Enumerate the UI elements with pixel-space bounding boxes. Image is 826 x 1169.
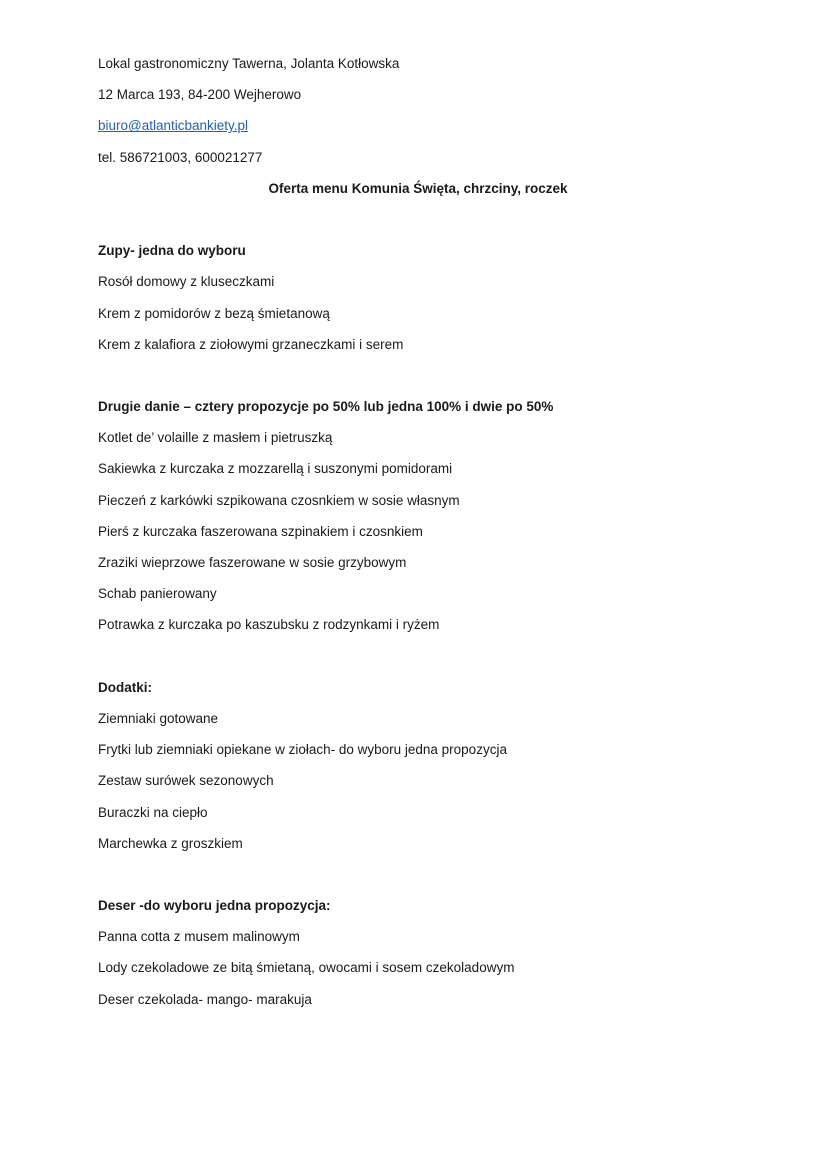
venue-address: 12 Marca 193, 84-200 Wejherowo — [98, 87, 302, 103]
section-heading: Deser -do wyboru jedna propozycja: — [98, 898, 331, 914]
menu-item: Zraziki wieprzowe faszerowane w sosie grzybowym — [98, 555, 407, 570]
menu-item: Kotlet de’ volaille z masłem i pietruszką — [98, 430, 333, 446]
menu-item: Deser czekolada- mango- marakuja — [98, 991, 312, 1007]
menu-item: Panna cotta z musem malinowym — [98, 929, 300, 945]
email-link[interactable]: biuro@atlanticbankiety.pl — [98, 118, 249, 134]
menu-title: Oferta menu Komunia Święta, chrzciny, roczek — [268, 180, 568, 196]
menu-item: Ziemniaki gotowane — [98, 710, 219, 726]
section-soups — [98, 235, 738, 360]
section-heading: Drugie danie – cztery propozycje po 50% lub jedna 100% i dwie po 50% — [98, 399, 554, 415]
menu-item: Pierś z kurczaka faszerowana szpinakiem i czosnkiem — [98, 523, 423, 539]
section-heading: Dodatki: — [98, 679, 152, 695]
spacer — [98, 360, 738, 391]
spacer — [98, 859, 738, 890]
menu-item: Frytki lub ziemniaki opiekane w ziołach- do wyboru jedna propozycja — [98, 742, 507, 758]
menu-item: Lody czekoladowe ze bitą śmietaną, owocami i sosem czekoladowym — [98, 960, 515, 976]
menu-item: Krem z kalafiora z ziołowymi grzaneczkami i serem — [98, 336, 404, 352]
menu-item: Rosół domowy z kluseczkami — [98, 274, 275, 290]
email-link-row — [98, 110, 738, 141]
menu-item: Krem z pomidorów z bezą śmietanową — [98, 305, 330, 321]
menu-item: Buraczki na ciepło — [98, 804, 208, 820]
spacer — [98, 204, 738, 235]
section-dessert — [98, 890, 738, 1015]
section-sides — [98, 672, 738, 859]
document-page — [98, 48, 738, 1015]
section-heading: Zupy- jedna do wyboru — [98, 243, 246, 259]
spacer — [98, 641, 738, 672]
section-main-course — [98, 391, 738, 641]
venue-name: Lokal gastronomiczny Tawerna, Jolanta Kotłowska — [98, 56, 400, 71]
menu-item: Potrawka z kurczaka po kaszubsku z rodzynkami i ryżem — [98, 617, 440, 633]
menu-item: Sakiewka z kurczaka z mozzarellą i suszonymi pomidorami — [98, 461, 453, 477]
menu-item: Schab panierowany — [98, 586, 217, 602]
menu-item: Pieczeń z karkówki szpikowana czosnkiem w sosie własnym — [98, 492, 460, 508]
menu-item: Marchewka z groszkiem — [98, 835, 243, 851]
phone-numbers: tel. 586721003, 600021277 — [98, 149, 263, 165]
menu-item: Zestaw surówek sezonowych — [98, 773, 274, 789]
